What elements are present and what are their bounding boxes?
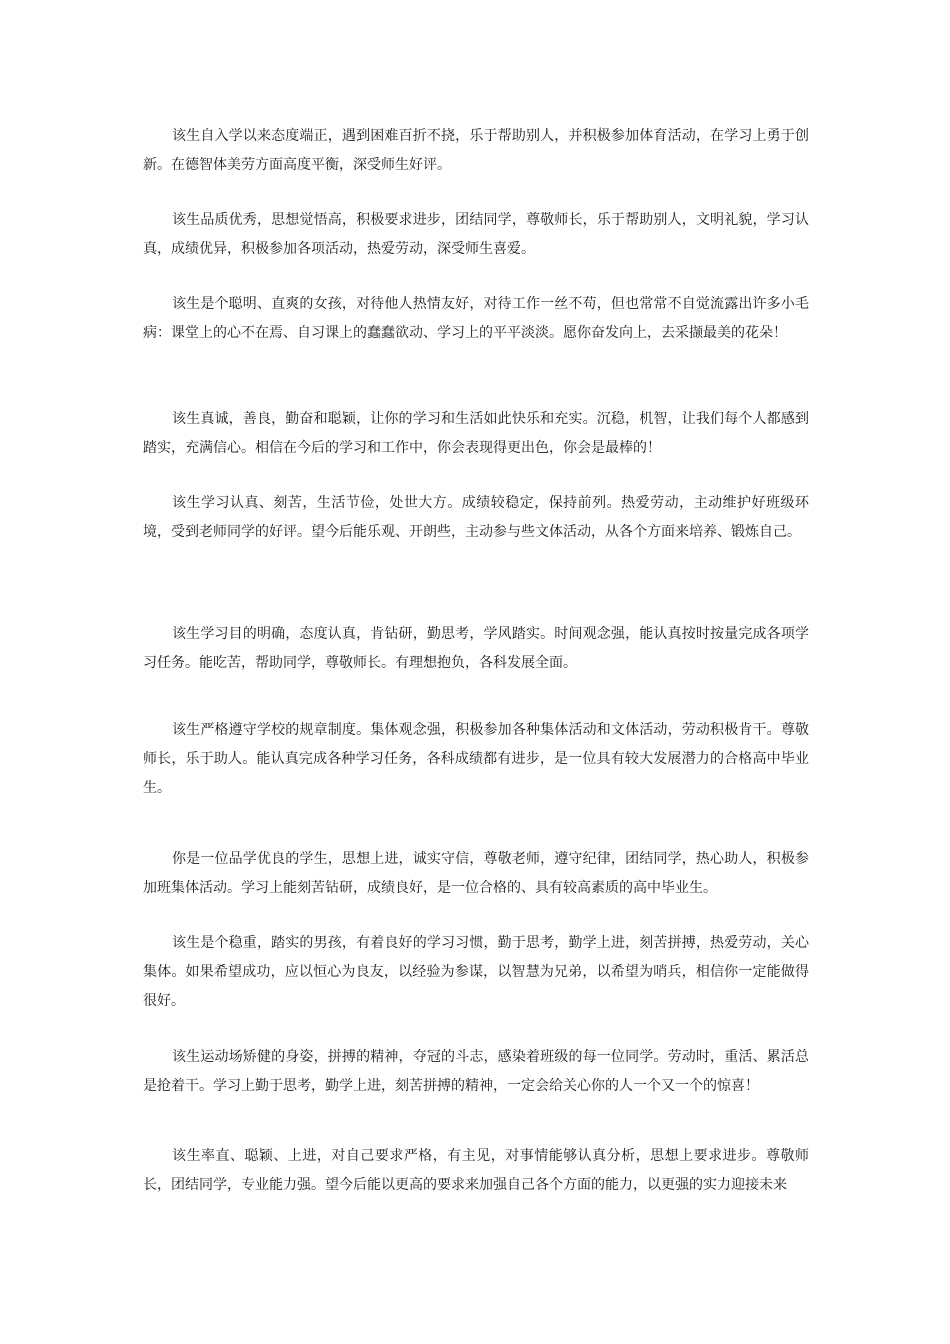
- comment-paragraph-8: 你是一位品学优良的学生，思想上进，诚实守信，尊敬老师，遵守纪律，团结同学，热心助人，积极参加班集体活动。学习上能刻苦钻研，成绩良好，是一位合格的、具有较高素质的高中毕业生。: [143, 851, 809, 896]
- comment-paragraph-1: 该生自入学以来态度端正，遇到困难百折不挠，乐于帮助别人，并积极参加体育活动，在学习上勇于创新。在德智体美劳方面高度平衡，深受师生好评。: [143, 128, 809, 173]
- comment-paragraph-7: 该生严格遵守学校的规章制度。集体观念强，积极参加各种集体活动和文体活动，劳动积极肯干。尊敬师长，乐于助人。能认真完成各种学习任务，各科成绩都有进步，是一位具有较大发展潜力的合格高中毕业生。: [143, 722, 809, 796]
- comment-paragraph-9: 该生是个稳重，踏实的男孩，有着良好的学习习惯，勤于思考，勤学上进，刻苦拼搏，热爱劳动，关心集体。如果希望成功，应以恒心为良友，以经验为参谋，以智慧为兄弟，以希望为哨兵，相信你一定能做得很好。: [143, 935, 809, 1009]
- comment-paragraph-2: 该生品质优秀，思想觉悟高，积极要求进步，团结同学，尊敬师长，乐于帮助别人，文明礼貌，学习认真，成绩优异，积极参加各项活动，热爱劳动，深受师生喜爱。: [143, 212, 809, 257]
- comment-paragraph-3: 该生是个聪明、直爽的女孩，对待他人热情友好，对待工作一丝不苟，但也常常不自觉流露出许多小毛病：课堂上的心不在焉、自习课上的蠢蠢欲动、学习上的平平淡淡。愿你奋发向上，去采撷最美的花朵！: [143, 296, 809, 341]
- comment-paragraph-10: 该生运动场矫健的身姿，拼搏的精神，夺冠的斗志，感染着班级的每一位同学。劳动时，重活、累活总是抢着干。学习上勤于思考，勤学上进，刻苦拼搏的精神，一定会给关心你的人一个又一个的惊喜！: [143, 1049, 809, 1094]
- comment-paragraph-4: 该生真诚，善良，勤奋和聪颖，让你的学习和生活如此快乐和充实。沉稳，机智，让我们每个人都感到踏实，充满信心。相信在今后的学习和工作中，你会表现得更出色，你会是最棒的！: [143, 411, 809, 456]
- comment-paragraph-11: 该生率直、聪颖、上进，对自己要求严格，有主见，对事情能够认真分析，思想上要求进步。尊敬师长，团结同学，专业能力强。望今后能以更高的要求来加强自己各个方面的能力，以更强的实力迎接未来: [143, 1148, 809, 1193]
- comment-paragraph-6: 该生学习目的明确，态度认真，肯钻研，勤思考，学风踏实。时间观念强，能认真按时按量完成各项学习任务。能吃苦，帮助同学，尊敬师长。有理想抱负，各科发展全面。: [143, 626, 809, 671]
- comment-paragraph-5: 该生学习认真、刻苦，生活节俭，处世大方。成绩较稳定，保持前列。热爱劳动，主动维护好班级环境，受到老师同学的好评。望今后能乐观、开朗些，主动参与些文体活动，从各个方面来培养、锻炼自己。: [143, 495, 809, 540]
